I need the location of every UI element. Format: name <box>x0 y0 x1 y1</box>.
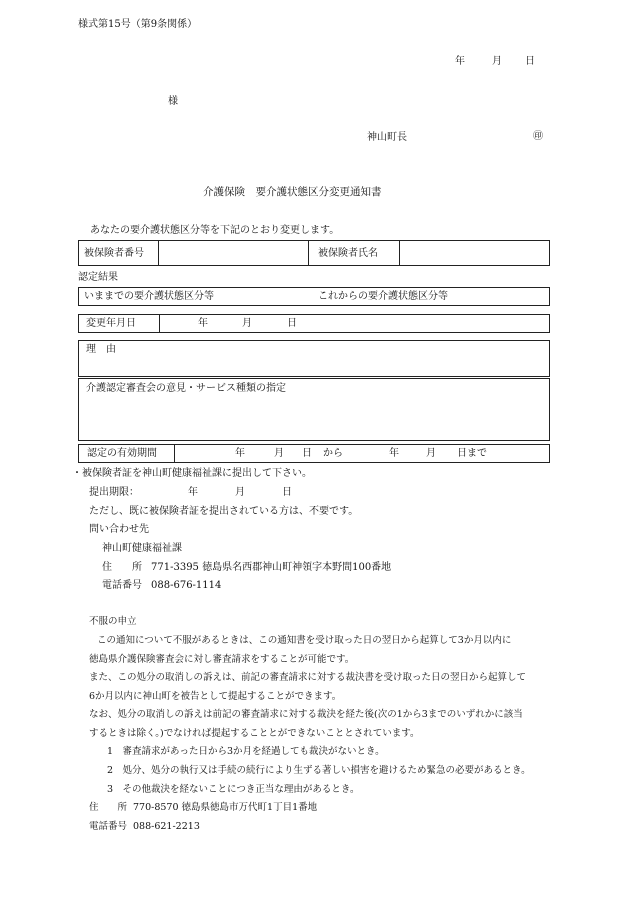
recipient-suffix: 様 <box>168 96 178 107</box>
deadline-month-label: 月 <box>235 487 245 498</box>
contact-department: 神山町健康福祉課 <box>102 543 182 554</box>
objection-line: 徳島県介護保険審査会に対し審査請求をすることが可能です。 <box>89 654 355 665</box>
objection-address: 770-8570 徳島県徳島市万代町1丁目1番地 <box>133 802 318 813</box>
submission-note: ただし、既に被保険者証を提出されている方は、不要です。 <box>89 506 359 517</box>
issuer-name: 神山町長 <box>367 132 407 143</box>
date-day-label: 日 <box>525 56 535 67</box>
opinion-label: 介護認定審査会の意見・サービス種類の指定 <box>86 383 286 394</box>
insured-name-label: 被保険者氏名 <box>318 248 378 259</box>
date-year-label: 年 <box>455 56 465 67</box>
change-month-label: 月 <box>242 318 252 329</box>
change-date-row <box>78 314 550 333</box>
care-level-row <box>78 287 550 306</box>
contact-phone-label: 電話番号 <box>102 580 142 591</box>
seal-mark: ㊞ <box>533 131 543 142</box>
objection-address-label: 住 所 <box>89 802 128 813</box>
objection-item: 2 処分、処分の執行又は手続の続行により生ずる著しい損害を避けるため緊急の必要があるとき。 <box>107 765 531 776</box>
new-care-level-label: これからの要介護状態区分等 <box>318 291 448 302</box>
insured-info-row <box>78 240 550 266</box>
objection-line: この通知について不服があるときは、この通知書を受け取った日の翌日から起算して3か月以内に <box>97 635 512 646</box>
form-number: 様式第15号（第9条関係） <box>78 19 198 30</box>
contact-address: 771-3395 徳島県名西郡神山町神領字本野間100番地 <box>151 562 392 573</box>
document-title: 介護保険 要介護状態区分変更通知書 <box>203 186 382 198</box>
valid-to-month-label: 月 <box>426 448 436 459</box>
objection-line: また、この処分の取消しの訴えは、前記の審査請求に対する裁決書を受け取った日の翌日から起算して <box>89 672 527 683</box>
contact-address-label: 住 所 <box>102 562 142 573</box>
objection-item: 1 審査請求があった日から3か月を経過しても裁決がないとき。 <box>107 746 385 757</box>
valid-from-day-label: 日 <box>302 448 312 459</box>
insured-number-label: 被保険者番号 <box>84 248 144 259</box>
objection-item: 3 その他裁決を経ないことにつき正当な理由があるとき。 <box>107 784 360 795</box>
change-year-label: 年 <box>198 318 208 329</box>
intro-text: あなたの要介護状態区分等を下記のとおり変更します。 <box>90 225 340 236</box>
objection-line: なお、処分の取消しの訴えは前記の審査請求に対する裁決を経た後(次の1から3までのいずれかに該当 <box>89 709 523 720</box>
contact-heading: 問い合わせ先 <box>89 524 149 535</box>
valid-to-year-label: 年 <box>389 448 399 459</box>
deadline-year-label: 年 <box>188 487 198 498</box>
previous-care-level-label: いままでの要介護状態区分等 <box>84 291 214 302</box>
opinion-box <box>78 378 550 441</box>
deadline-day-label: 日 <box>282 487 292 498</box>
valid-from-month-label: 月 <box>274 448 284 459</box>
reason-box <box>78 340 550 377</box>
objection-heading: 不服の申立 <box>89 616 137 627</box>
valid-from-year-label: 年 <box>235 448 245 459</box>
deadline-label: 提出期限： <box>89 487 139 498</box>
from-word: から <box>323 448 343 459</box>
valid-to-day-label: 日まで <box>457 448 487 459</box>
change-day-label: 日 <box>287 318 297 329</box>
result-heading: 認定結果 <box>78 272 118 283</box>
objection-line: 6か月以内に神山町を被告として提起することができます。 <box>89 691 342 702</box>
change-date-label: 変更年月日 <box>86 318 136 329</box>
validity-label: 認定の有効期間 <box>87 448 157 459</box>
objection-phone-label: 電話番号 <box>89 821 128 832</box>
reason-label: 理 由 <box>86 344 116 355</box>
objection-phone: 088-621-2213 <box>133 821 200 832</box>
date-month-label: 月 <box>492 56 502 67</box>
objection-line: するときは除く。)でなければ提起することとができないこととされています。 <box>89 728 420 739</box>
contact-phone: 088-676-1114 <box>151 580 222 591</box>
validity-row <box>78 444 550 463</box>
submission-instruction: ・被保険者証を神山町健康福祉課に提出して下さい。 <box>72 468 312 479</box>
